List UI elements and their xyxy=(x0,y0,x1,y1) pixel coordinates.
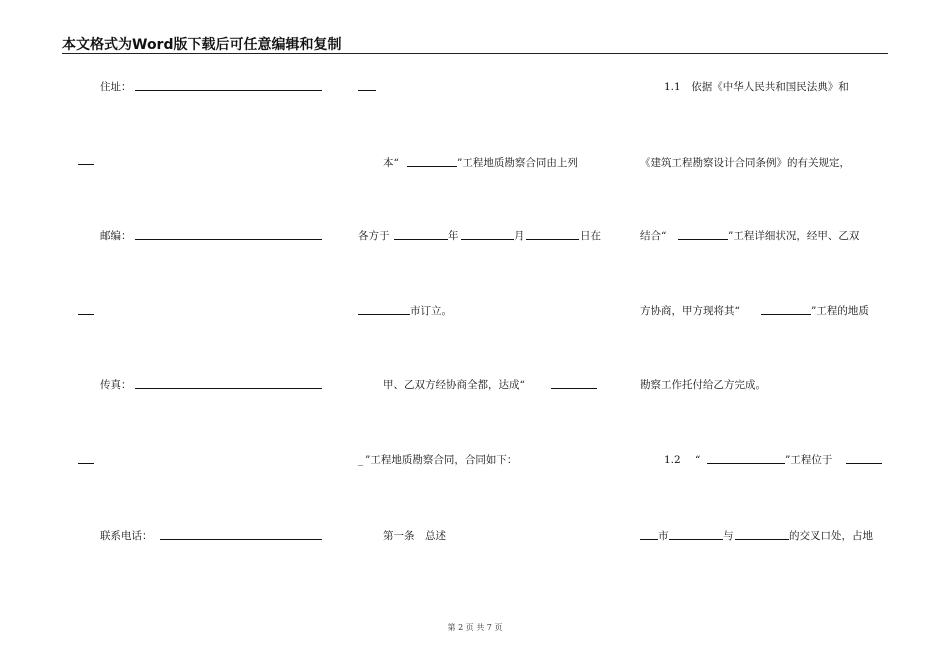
signing-city-suffix: 市订立。 xyxy=(410,305,452,317)
address-label: 住址： xyxy=(100,81,132,93)
page-number: 第 2 页 共 7 页 xyxy=(447,623,503,632)
project-location-name-blank xyxy=(707,463,785,464)
clause-1-1-line-4-prefix: 方协商，甲方现将其“ xyxy=(640,305,740,317)
entrusted-project-blank xyxy=(761,314,811,315)
document-header-title: 本文格式为Word版下载后可任意编辑和复制 xyxy=(62,37,342,53)
day-label: 日在 xyxy=(580,230,601,242)
agreement-project-blank xyxy=(551,388,597,389)
contract-intro-prefix: 本“ xyxy=(383,157,399,169)
year-label: 年 xyxy=(448,230,459,242)
fax-blank xyxy=(135,388,322,389)
article-heading: 第一条 总述 xyxy=(383,530,446,542)
contract-intro-suffix: ”工程地质勘察合同由上列 xyxy=(457,157,578,169)
agreement-blank-end: _ xyxy=(358,454,364,466)
city-continuation-blank xyxy=(640,539,658,540)
clause-1-1-line-4-suffix: ”工程的地质 xyxy=(811,305,869,317)
city-blank xyxy=(358,314,410,315)
project-name-blank xyxy=(407,166,457,167)
month-label: 月 xyxy=(514,230,525,242)
phone-blank xyxy=(160,539,322,540)
clause-1-1-line-2: 《建筑工程勘察设计合同条例》的有关规定， xyxy=(640,157,850,169)
date-prefix: 各方于 xyxy=(358,230,390,242)
project-detail-blank xyxy=(678,239,728,240)
agreement-text: 甲、乙双方经协商全都，达成“ xyxy=(383,379,525,391)
month-blank xyxy=(461,239,514,240)
phone-label: 联系电话： xyxy=(100,530,153,542)
postcode-blank xyxy=(135,239,322,240)
fax-label: 传真： xyxy=(100,379,132,391)
column2-leading-blank xyxy=(358,90,376,91)
clause-1-2-open-quote: “ xyxy=(695,454,701,466)
address-blank xyxy=(135,90,322,91)
clause-1-2-number: 1.2 xyxy=(664,454,681,466)
clause-1-2-line-2-suffix: 的交叉口处，占地 xyxy=(789,530,873,542)
clause-1-2-and: 与 xyxy=(723,530,734,542)
address-blank-continuation xyxy=(78,164,94,165)
road-b-blank xyxy=(735,539,789,540)
clause-1-1-line-5: 勘察工作托付给乙方完成。 xyxy=(640,379,766,391)
fax-blank-continuation xyxy=(78,463,94,464)
agreement-text-continued: ”工程地质勘察合同，合同如下： xyxy=(365,454,518,466)
year-blank xyxy=(394,239,448,240)
postcode-blank-continuation xyxy=(78,314,94,315)
clause-1-2-line-1-suffix: ”工程位于 xyxy=(785,454,833,466)
day-blank xyxy=(526,239,579,240)
clause-1-1-line-1: 1.1 依据《中华人民共和国民法典》和 xyxy=(664,81,849,93)
header-divider xyxy=(62,53,888,54)
clause-1-1-line-3-suffix: ”工程详细状况，经甲、乙双 xyxy=(728,230,860,242)
clause-1-2-city-label: 市 xyxy=(658,530,669,542)
road-a-blank xyxy=(669,539,723,540)
postcode-label: 邮编： xyxy=(100,230,132,242)
clause-1-1-line-3-prefix: 结合“ xyxy=(640,230,667,242)
location-blank xyxy=(846,463,882,464)
